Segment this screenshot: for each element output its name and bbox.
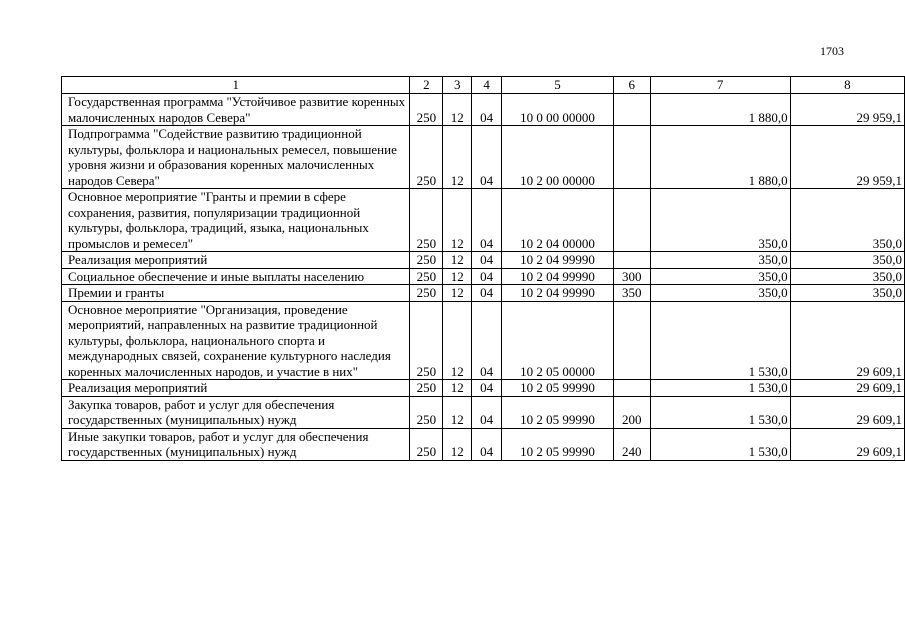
row-amount-7: 1 530,0 [650, 396, 790, 428]
row-code-6 [613, 189, 650, 252]
row-code-2: 250 [410, 285, 443, 302]
budget-table [61, 76, 905, 461]
row-code-5: 10 2 05 99990 [502, 380, 614, 397]
row-code-2: 250 [410, 268, 443, 285]
table-row [62, 189, 905, 252]
row-name: Премии и гранты [62, 285, 410, 302]
row-code-3: 12 [443, 94, 472, 126]
row-code-6 [613, 301, 650, 380]
row-code-2: 250 [410, 94, 443, 126]
row-code-3: 12 [443, 380, 472, 397]
row-code-6 [613, 380, 650, 397]
row-code-3: 12 [443, 301, 472, 380]
row-code-5: 10 0 00 00000 [502, 94, 614, 126]
row-code-2: 250 [410, 252, 443, 269]
row-code-5: 10 2 04 99990 [502, 268, 614, 285]
row-amount-8: 29 959,1 [790, 94, 904, 126]
header-cell: 3 [443, 77, 472, 94]
row-code-5: 10 2 04 99990 [502, 285, 614, 302]
header-cell: 4 [472, 77, 502, 94]
row-amount-7: 350,0 [650, 252, 790, 269]
row-code-5: 10 2 05 99990 [502, 396, 614, 428]
row-amount-7: 1 530,0 [650, 380, 790, 397]
row-amount-8: 29 609,1 [790, 396, 904, 428]
row-code-6 [613, 94, 650, 126]
header-cell: 5 [502, 77, 614, 94]
row-code-5: 10 2 04 00000 [502, 189, 614, 252]
row-name: Иные закупки товаров, работ и услуг для обеспечения государственных (муниципальных) нужд [62, 428, 410, 460]
row-code-4: 04 [472, 285, 502, 302]
row-code-3: 12 [443, 189, 472, 252]
table-row [62, 396, 905, 428]
header-row [62, 77, 905, 94]
row-name: Подпрограмма "Содействие развитию традиционной культуры, фольклора и национальных ремесел, повышение уровня жизни и образования коренных малочисленных народов Севера" [62, 126, 410, 189]
row-code-6 [613, 126, 650, 189]
row-name: Социальное обеспечение и иные выплаты населению [62, 268, 410, 285]
row-code-6: 350 [613, 285, 650, 302]
table-row [62, 252, 905, 269]
row-amount-7: 1 880,0 [650, 126, 790, 189]
header-cell: 7 [650, 77, 790, 94]
row-amount-7: 1 530,0 [650, 428, 790, 460]
row-code-4: 04 [472, 380, 502, 397]
row-name: Основное мероприятие "Организация, проведение мероприятий, направленных на развитие традиционной культуры, фольклора, национального спорта и международных связей, сохранение культурного наследия коренных малочисленных народов, и участие в них" [62, 301, 410, 380]
row-code-3: 12 [443, 268, 472, 285]
table-row [62, 428, 905, 460]
header-cell: 2 [410, 77, 443, 94]
row-code-3: 12 [443, 428, 472, 460]
row-code-4: 04 [472, 189, 502, 252]
row-name: Реализация мероприятий [62, 380, 410, 397]
row-code-2: 250 [410, 396, 443, 428]
row-amount-8: 29 609,1 [790, 380, 904, 397]
row-amount-8: 29 609,1 [790, 428, 904, 460]
row-code-6 [613, 252, 650, 269]
row-code-5: 10 2 05 00000 [502, 301, 614, 380]
row-name: Закупка товаров, работ и услуг для обеспечения государственных (муниципальных) нужд [62, 396, 410, 428]
row-code-2: 250 [410, 189, 443, 252]
table-row [62, 285, 905, 302]
table-row [62, 94, 905, 126]
row-code-4: 04 [472, 126, 502, 189]
row-code-3: 12 [443, 396, 472, 428]
row-code-6: 300 [613, 268, 650, 285]
row-code-4: 04 [472, 252, 502, 269]
row-code-2: 250 [410, 301, 443, 380]
row-amount-8: 29 609,1 [790, 301, 904, 380]
header-cell: 1 [62, 77, 410, 94]
row-code-4: 04 [472, 396, 502, 428]
row-code-2: 250 [410, 428, 443, 460]
row-code-2: 250 [410, 380, 443, 397]
row-code-2: 250 [410, 126, 443, 189]
row-code-4: 04 [472, 268, 502, 285]
row-amount-7: 1 880,0 [650, 94, 790, 126]
row-name: Государственная программа "Устойчивое развитие коренных малочисленных народов Севера" [62, 94, 410, 126]
row-amount-7: 350,0 [650, 268, 790, 285]
table-row [62, 380, 905, 397]
row-amount-8: 29 959,1 [790, 126, 904, 189]
row-amount-7: 1 530,0 [650, 301, 790, 380]
row-code-5: 10 2 05 99990 [502, 428, 614, 460]
row-amount-8: 350,0 [790, 285, 904, 302]
row-name: Основное мероприятие "Гранты и премии в сфере сохранения, развития, популяризации традиционной культуры, фольклора, традиций, языка, национальных промыслов и ремесел" [62, 189, 410, 252]
row-code-5: 10 2 04 99990 [502, 252, 614, 269]
row-amount-7: 350,0 [650, 285, 790, 302]
table-row [62, 301, 905, 380]
row-name: Реализация мероприятий [62, 252, 410, 269]
row-amount-8: 350,0 [790, 252, 904, 269]
row-code-3: 12 [443, 126, 472, 189]
row-code-4: 04 [472, 94, 502, 126]
row-code-6: 240 [613, 428, 650, 460]
row-code-3: 12 [443, 285, 472, 302]
table-row [62, 268, 905, 285]
row-code-3: 12 [443, 252, 472, 269]
header-cell: 6 [613, 77, 650, 94]
row-amount-7: 350,0 [650, 189, 790, 252]
table-row [62, 126, 905, 189]
row-code-4: 04 [472, 301, 502, 380]
row-code-6: 200 [613, 396, 650, 428]
row-amount-8: 350,0 [790, 189, 904, 252]
row-code-5: 10 2 00 00000 [502, 126, 614, 189]
row-code-4: 04 [472, 428, 502, 460]
row-amount-8: 350,0 [790, 268, 904, 285]
page-number: 1703 [820, 44, 844, 58]
header-cell: 8 [790, 77, 904, 94]
